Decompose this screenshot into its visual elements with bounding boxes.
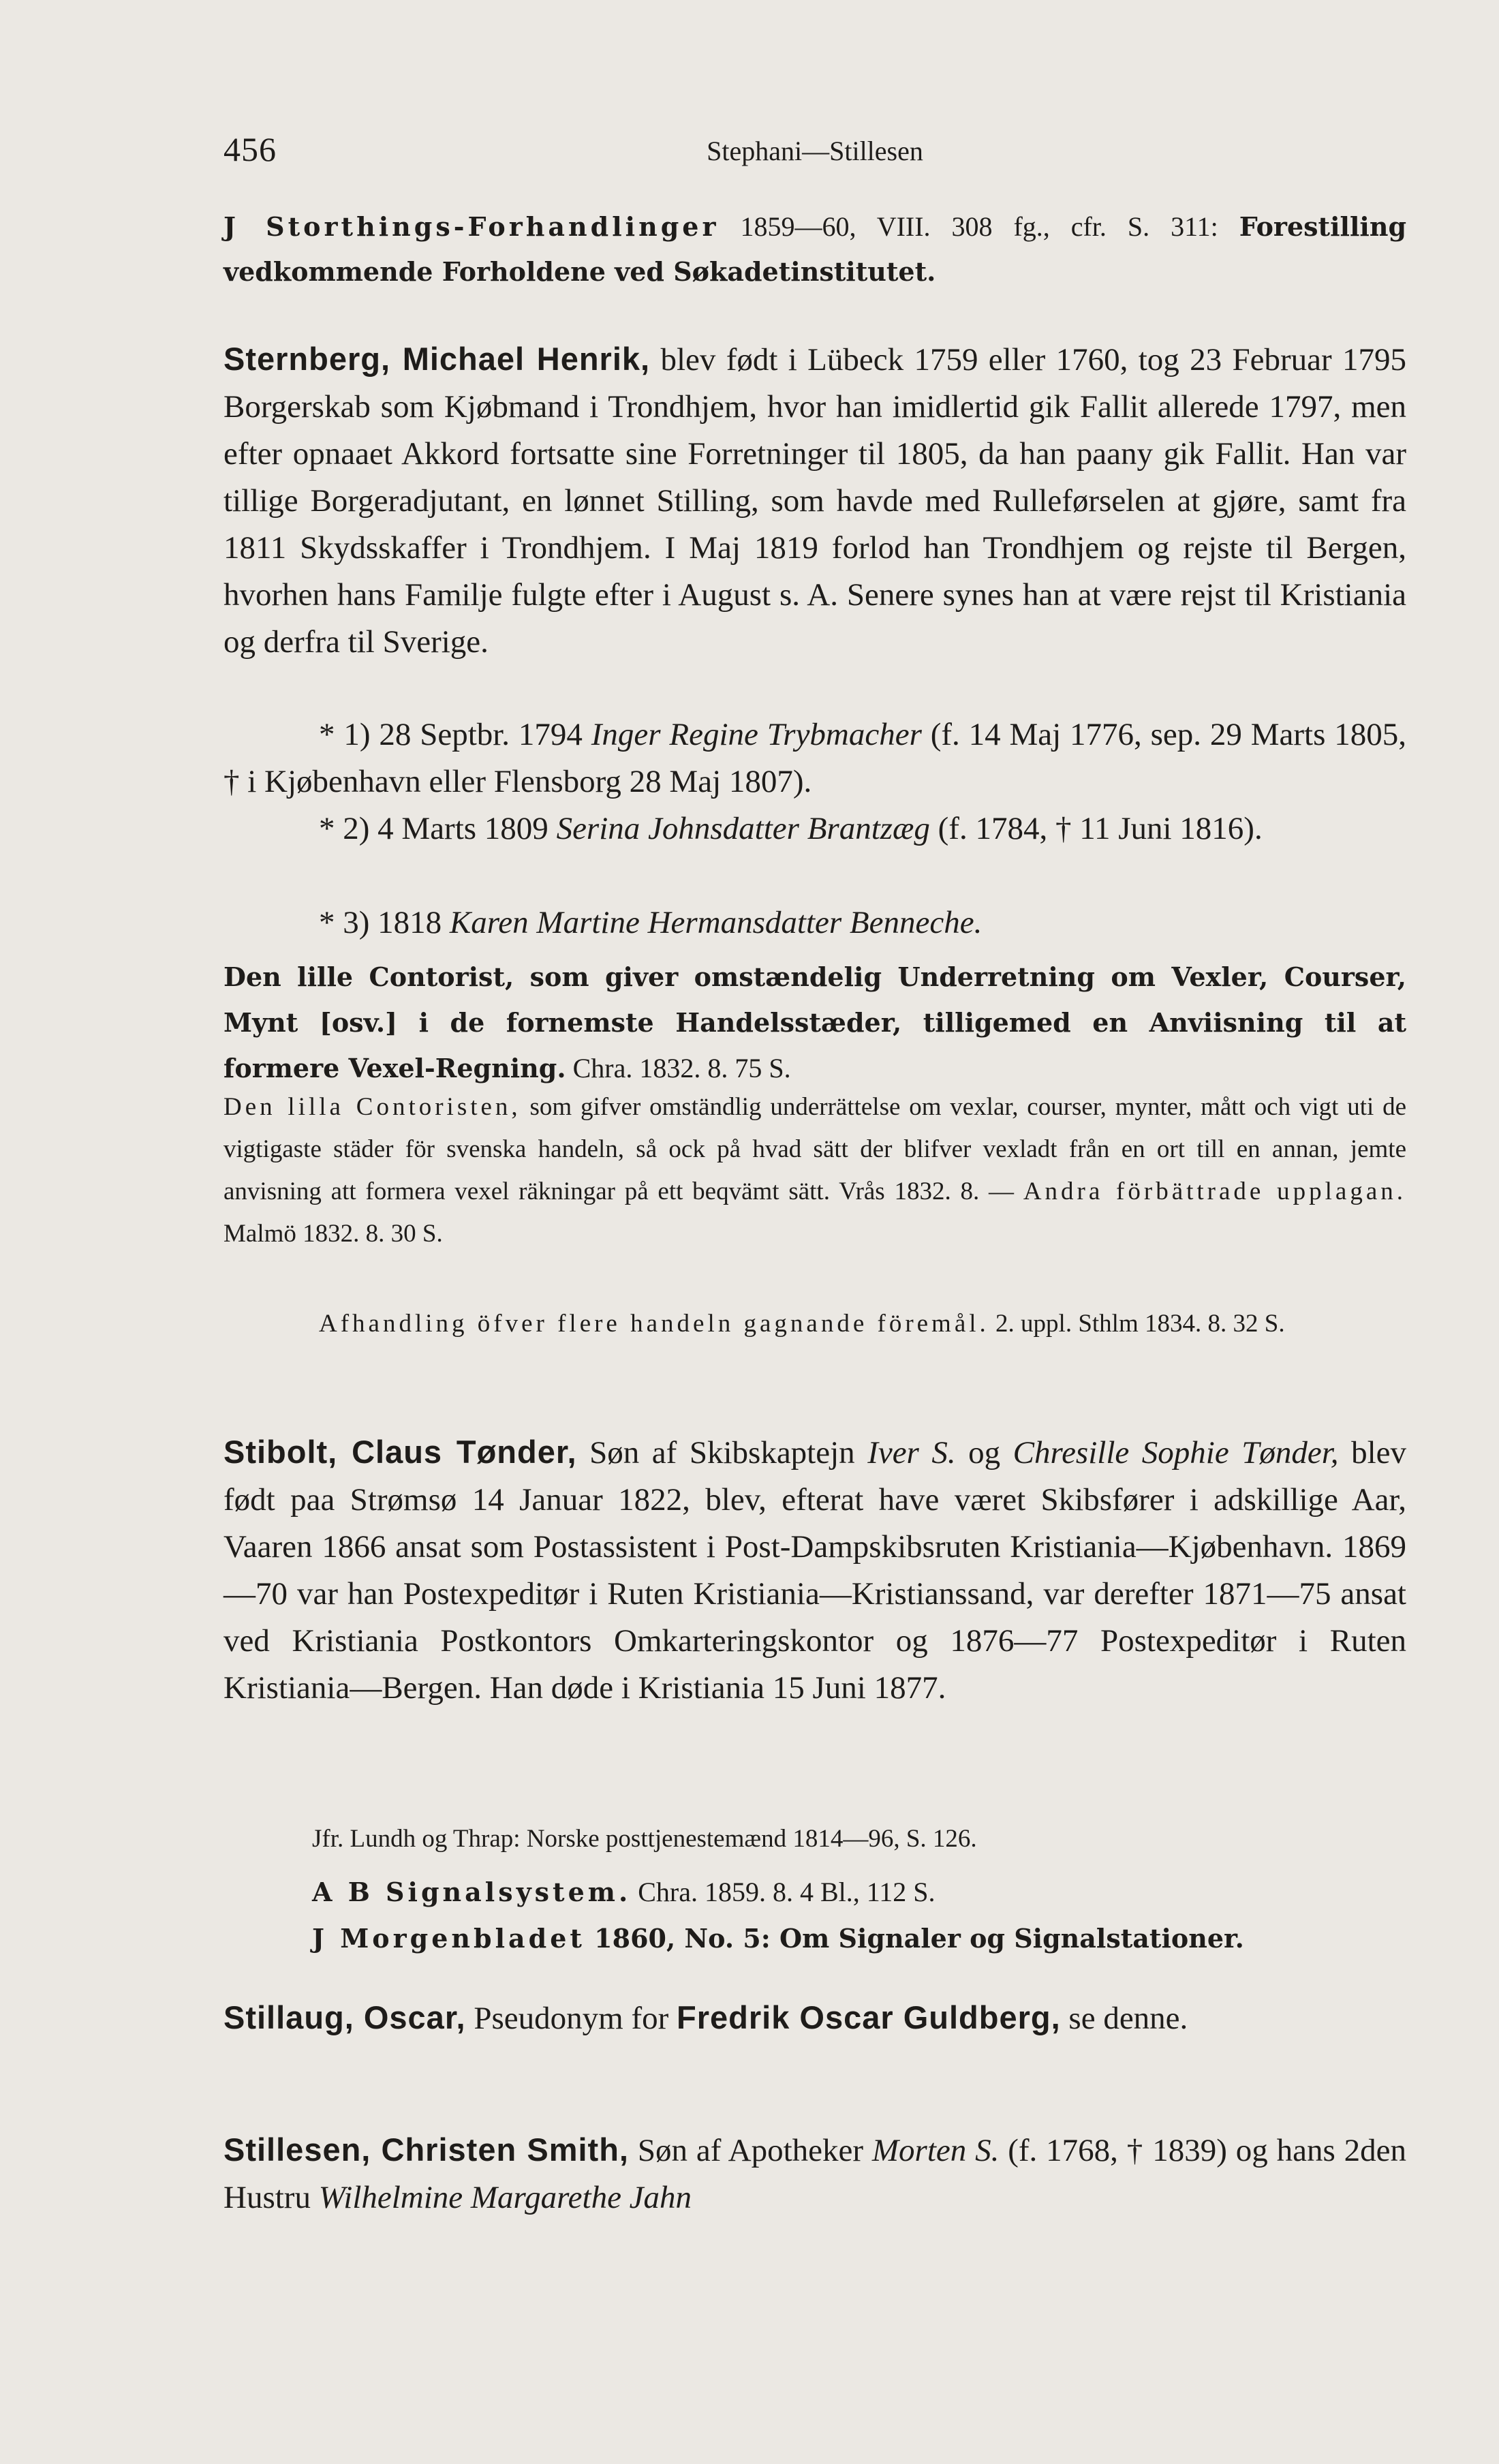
marriage-2: * 2) 4 Marts 1809 Serina Johnsdatter Brantzæg (f. 1784, † 11 Juni 1816).: [319, 811, 1263, 846]
work-afhandling: [223, 1303, 1406, 1345]
work-imprint: Chra. 1832. 8. 75 S.: [566, 1053, 791, 1083]
page-number: 456: [223, 130, 277, 168]
entry-biography: blev født paa Strømsø 14 Januar 1822, blev, efterat have været Skibsfører i adskillige Aar, Vaaren 1866 ansat som Postassistent i Post-Dampskibsruten Kristiania—Kjøbenhavn. 1869—70 var han Postexpeditør i Ruten Kristiania—Kristianssand, var derefter 1871—75 ansat ved Kristiania Postkontors Omkarteringskontor og 1876—77 Postexpeditør i Ruten Kristiania—Bergen. Han døde i Kristiania 15 Juni 1877.: [223, 1435, 1406, 1706]
work-description: som gifver omständlig underrättelse om vexlar, courser, mynter, mått och vigt uti de vigtigaste städer för svenska handeln, så ock på hvad sätt der blifver vexladt från en ort till en annan, jemte anvisning att formera vexel räkningar på ett beqvämt sätt. Vrås 1832. 8. —: [223, 1093, 1406, 1205]
reference-morgenbladet: [223, 1916, 1406, 1961]
entry-stillaug: Stillaug, Oscar, Pseudonym for Fredrik Oscar Guldberg, se denne.: [223, 1999, 1188, 2036]
entry-stillesen: Stillesen, Christen Smith, Søn af Apotheker Morten S. (f. 1768, † 1839) og hans 2den Hustru Wilhelmine Margarethe Jahn: [223, 2131, 1407, 2215]
entry-name: Stillesen, Christen Smith,: [223, 2131, 629, 2168]
entry-name: Stibolt, Claus Tønder,: [223, 1434, 577, 1470]
work-title: Den lilla Contoristen,: [223, 1093, 521, 1121]
page-header: [223, 129, 1406, 177]
entry-sternberg: [223, 335, 1406, 666]
reference-storthings-volume: 1859—60, VIII. 308 fg., cfr. S. 311:: [719, 211, 1218, 242]
reference-storthings: [223, 204, 1406, 294]
work-imprint: 2. uppl. Sthlm 1834. 8. 32 S.: [989, 1310, 1285, 1338]
work-title: Afhandling öfver flere handeln gagnande föremål.: [319, 1310, 989, 1338]
running-title: Stephani—Stillesen: [707, 136, 923, 166]
entry-biography: blev født i Lübeck 1759 eller 1760, tog 23 Februar 1795 Borgerskab som Kjøbmand i Trondhjem, hvor han imidlertid gik Fallit allerede 1797, men efter opnaaet Akkord fortsatte sine Forretninger til 1805, da han paany gik Fallit. Han var tillige Borgeradjutant, en lønnet Stilling, som havde med Rulleførselen at gjøre, samt fra 1811 Skydsskaffer i Trondhjem. I Maj 1819 forlod han Trondhjem og rejste til Bergen, hvorhen hans Familje fulgte efter i August s. A. Senere synes han at være rejst til Kristiania og derfra til Sverige.: [223, 342, 1406, 660]
mother-name: Chresille Sophie Tønder,: [1013, 1435, 1339, 1470]
entry-stibolt: Stibolt, Claus Tønder, Søn af Skibskaptejn Iver S. og Chresille Sophie Tønder, blev født paa Strømsø 14 Januar 1822, blev, efterat have været Skibsfører i adskillige Aar, Vaaren 1866 ansat som Postassistent i Post-Dampskibsruten Kristiania—Kjøbenhavn. 1869—70 var han Postexpeditør i Ruten Kristiania—Kristianssand, var derefter 1871—75 ansat ved Kristiania Postkontors Omkarteringskontor og 1876—77 Postexpeditør i Ruten Kristiania—Bergen. Han døde i Kristiania 15 Juni 1877.: [223, 1434, 1406, 1706]
reference-lundh: Jfr. Lundh og Thrap: Norske posttjenestemænd 1814—96, S. 126.: [312, 1825, 977, 1853]
cross-reference-name: Fredrik Oscar Guldberg,: [677, 1999, 1061, 2035]
work-imprint: Chra. 1859. 8. 4 Bl., 112 S.: [631, 1877, 936, 1907]
entry-name: Stillaug, Oscar,: [223, 1999, 466, 2035]
spouse-name: Karen Martine Hermansdatter Benneche.: [449, 905, 983, 940]
work-edition: Andra förbättrade upplagan.: [1023, 1177, 1406, 1205]
work-title: A B Signalsystem.: [312, 1877, 632, 1907]
marriage-3: * 3) 1818 Karen Martine Hermansdatter Benneche.: [319, 905, 983, 940]
reference-title: J Morgenbladet: [312, 1923, 585, 1954]
mother-name: Wilhelmine Margarethe Jahn: [318, 2180, 692, 2215]
father-name: Iver S.: [867, 1435, 956, 1470]
father-name: Morten S.: [871, 2133, 1000, 2168]
reference-storthings-title: J Storthings-Forhandlinger: [223, 211, 720, 242]
entry-name: Sternberg, Michael Henrik,: [223, 341, 651, 377]
reference-detail: 1860, No. 5: Om Signaler og Signalstationer.: [585, 1923, 1244, 1954]
work-imprint: Malmö 1832. 8. 30 S.: [223, 1220, 443, 1248]
marriage-1: * 1) 28 Septbr. 1794 Inger Regine Trybmacher (f. 14 Maj 1776, sep. 29 Marts 1805, † i Kjøbenhavn eller Flensborg 28 Maj 1807).: [223, 717, 1406, 799]
work-title: Den lille Contorist, som giver omstændelig Underretning om Vexler, Courser, Mynt [osv.] i de fornemste Handelsstæder, tilligemed en Anviisning til at formere Vexel-Regning.: [223, 961, 1406, 1083]
work-signalsystem: [223, 1870, 1406, 1915]
work-contorist: [223, 954, 1406, 1091]
spouse-name: Inger Regine Trybmacher: [591, 717, 922, 752]
work-contoristen: [223, 1086, 1406, 1255]
reference-storthings-subject: Forestilling vedkommende Forholdene ved Søkadetinstitutet.: [223, 211, 1407, 287]
spouse-name: Serina Johnsdatter Brantzæg: [556, 811, 930, 846]
